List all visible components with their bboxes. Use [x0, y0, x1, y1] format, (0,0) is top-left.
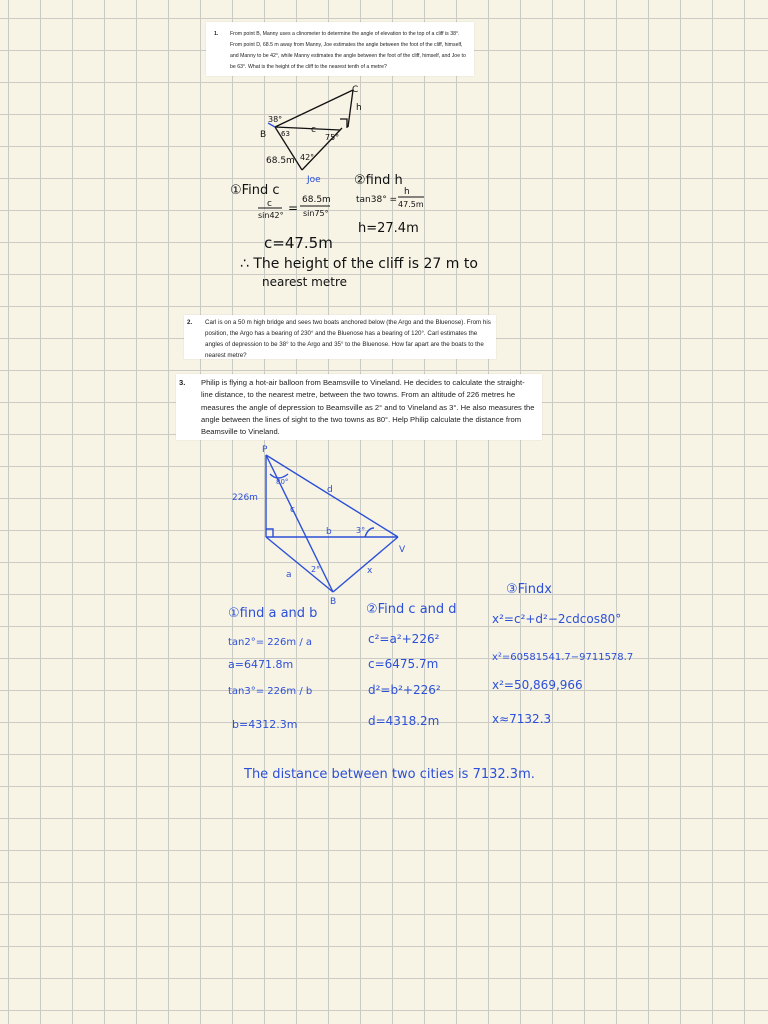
- label-side-c3: c: [290, 505, 295, 515]
- solution-1-work: [230, 173, 478, 289]
- label-b: B: [260, 130, 267, 140]
- label-42: 42°: [300, 153, 315, 162]
- conclusion-3: The distance between two cities is 7132.3m.: [244, 767, 535, 782]
- question-number: 2.: [187, 319, 193, 326]
- col3-line1: x²=c²+d²−2cdcos80°: [492, 612, 622, 626]
- label-x: x: [367, 566, 373, 576]
- label-68-5: 68.5m: [266, 156, 295, 166]
- step1-frac-den: sin42°: [258, 211, 284, 220]
- step1-frac-num: c: [267, 199, 272, 209]
- solution-3-work: [228, 582, 633, 782]
- label-p: P: [262, 445, 268, 455]
- question-text: From point B, Manny uses a clinometer to determine the angle of elevation to the top of a cliff is 38°. From point D, 68.5 m away from Manny, Joe estimates the angle between the foot of the cliff, himself, and Manny to be 42°, while Manny estimates the angle between the foot of the cliff, himself, and Joe to be 63°. What is the height of the cliff to the nearest tenth of a metre?: [230, 31, 466, 70]
- label-d: d: [327, 485, 333, 495]
- step1-equals: =: [288, 201, 299, 215]
- label-side-c: c: [311, 125, 316, 135]
- label-v: V: [399, 545, 406, 555]
- label-joe: Joe: [307, 175, 321, 185]
- col3-line3: x²=50,869,966: [492, 678, 583, 692]
- col1-heading: ①find a and b: [228, 606, 318, 621]
- col2-line1: c²=a²+226²: [368, 632, 440, 646]
- step2-rhs-num: h: [404, 187, 410, 197]
- label-38: 38°: [268, 115, 283, 124]
- label-a: a: [286, 570, 292, 580]
- label-h: h: [356, 103, 362, 113]
- col3-line2: x²=60581541.7−9711578.7: [492, 652, 634, 663]
- question-number: 3.: [179, 378, 186, 387]
- col2-line2: c=6475.7m: [368, 657, 439, 671]
- label-2deg: 2°: [311, 565, 321, 574]
- step1-rhs-den: sin75°: [303, 209, 329, 218]
- conclusion-1-line1: ∴ The height of the cliff is 27 m to: [240, 256, 478, 272]
- conclusion-1-line2: nearest metre: [262, 275, 347, 289]
- label-226m: 226m: [232, 493, 258, 503]
- step2-rhs-den: 47.5m: [398, 200, 424, 209]
- step2-lhs: tan38° =: [356, 195, 398, 205]
- label-c-top: C: [352, 85, 359, 95]
- col1-line2: a=6471.8m: [228, 658, 294, 671]
- label-63: 63: [281, 130, 290, 138]
- question-text: Carl is on a 50 m high bridge and sees two boats anchored below (the Argo and the Bluenose). From his position, the Argo has a bearing of 230° and the Bluenose has a bearing of 120°. Carl estimates the angles of depression to be 38° to the Argo and 35° to the Bluenose. How far apart are the boats to the nearest metre?: [205, 319, 491, 359]
- step1-result: c=47.5m: [264, 234, 333, 252]
- col1-line4: b=4312.3m: [232, 718, 298, 731]
- col3-line4: x≈7132.3: [492, 712, 552, 726]
- col2-line3: d²=b²+226²: [368, 683, 441, 697]
- question-text: Philip is flying a hot-air balloon from Beamsville to Vineland. He decides to calculate the straight-line distance, to the nearest metre, between the two towns. From an altitude of 226 metres he measures the angle of depression to Beamsville as 2° and to Vineland as 3°. He also measures the angle between the lines of sight to the two towns as 80°. Help Philip calculate the distance from Beamsville to Vineland.: [201, 378, 535, 437]
- col3-heading: ③Findx: [506, 582, 552, 597]
- label-3deg: 3°: [356, 526, 366, 535]
- label-b-point: B: [330, 597, 337, 607]
- col1-line3: tan3°= 226m / b: [228, 686, 313, 697]
- question-number: 1.: [214, 31, 219, 37]
- step1-heading: ①Find c: [230, 183, 280, 198]
- step2-result: h=27.4m: [358, 221, 419, 236]
- label-75: 75°: [325, 133, 340, 142]
- step1-rhs-num: 68.5m: [302, 195, 331, 205]
- col2-line4: d=4318.2m: [368, 714, 440, 728]
- col1-line1: tan2°= 226m / a: [228, 637, 312, 648]
- label-80: 80°: [276, 478, 289, 486]
- label-b-side: b: [326, 527, 332, 537]
- col2-heading: ②Find c and d: [366, 602, 457, 617]
- step2-heading: ②find h: [354, 173, 403, 188]
